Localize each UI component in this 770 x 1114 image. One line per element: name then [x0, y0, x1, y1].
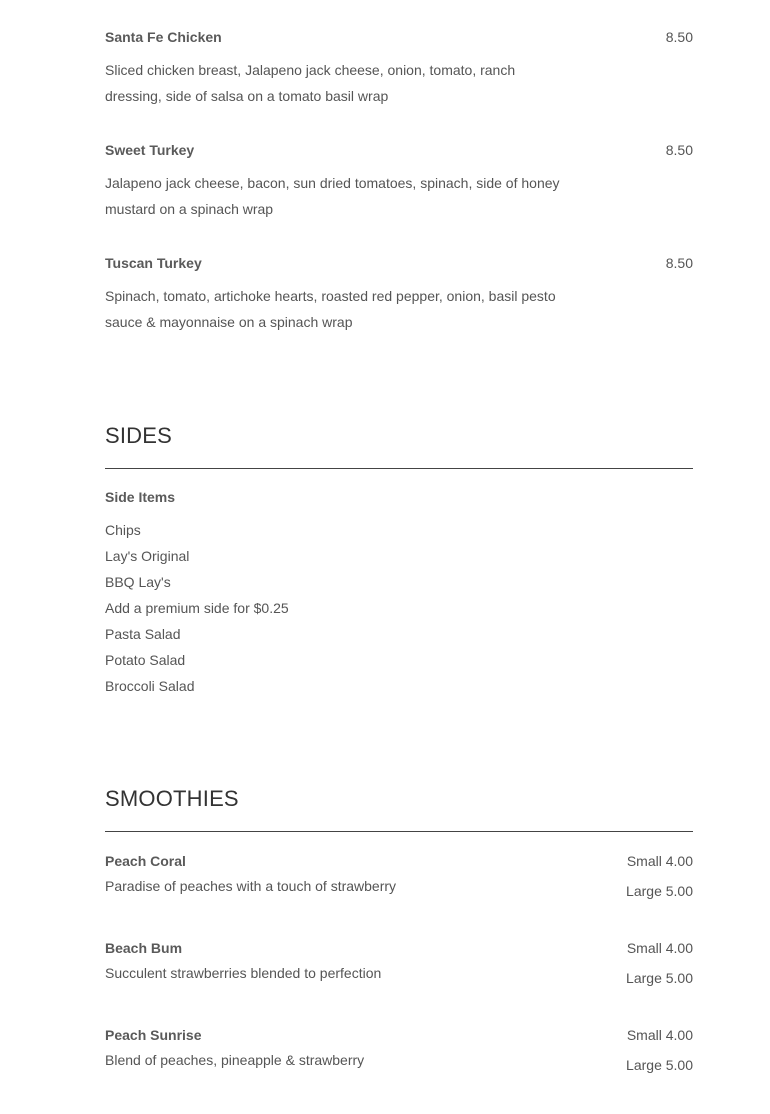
menu-item-price-large: Large 5.00 [626, 883, 693, 899]
section-divider [105, 831, 693, 832]
menu-item-header [105, 142, 693, 158]
menu-item [105, 29, 693, 109]
list-item: Potato Salad [105, 652, 186, 668]
menu-item-name: Beach Bum [105, 940, 183, 956]
list-item: Add a premium side for $0.25 [105, 600, 289, 616]
menu-item-description: Paradise of peaches with a touch of strawberry [105, 878, 397, 894]
menu-item [105, 142, 693, 222]
menu-item-name: Tuscan Turkey [105, 255, 202, 271]
menu-item-name: Side Items [105, 489, 176, 505]
menu-item-header [105, 255, 693, 271]
menu-item [105, 1027, 693, 1114]
menu-item-price-small: Small 4.00 [626, 1027, 693, 1043]
sides-section [105, 423, 693, 699]
side-items-list [105, 517, 693, 699]
menu-item-description: Blend of peaches, pineapple & strawberry [105, 1052, 365, 1068]
menu-item-name: Peach Coral [105, 853, 186, 869]
section-divider [105, 468, 693, 469]
smoothies-section [105, 786, 693, 1114]
menu-item-price: 8.50 [665, 29, 693, 45]
menu-item-price: 8.50 [665, 255, 693, 271]
menu-item-price-small: Small 4.00 [626, 940, 693, 956]
menu-item-header [105, 29, 693, 45]
menu-item-price: 8.50 [665, 142, 693, 158]
list-item: Chips [105, 522, 141, 538]
menu-item-description: Jalapeno jack cheese, bacon, sun dried tomatoes, spinach, side of honey mustard on a spinach wrap [105, 175, 560, 217]
list-item: Lay's Original [105, 548, 190, 564]
menu-item [105, 853, 693, 940]
list-item: Broccoli Salad [105, 678, 195, 694]
menu-item [105, 255, 693, 335]
menu-item-name: Peach Sunrise [105, 1027, 202, 1043]
list-item: BBQ Lay's [105, 574, 171, 590]
smoothies-list [105, 853, 693, 1114]
menu-item-name: Santa Fe Chicken [105, 29, 222, 45]
list-item: Pasta Salad [105, 626, 181, 642]
menu-item-price-small: Small 4.00 [626, 853, 693, 869]
menu-item-price-large: Large 5.00 [626, 970, 693, 986]
menu-item-description: Sliced chicken breast, Jalapeno jack cheese, onion, tomato, ranch dressing, side of salsa on a tomato basil wrap [105, 62, 516, 104]
menu-item-description: Succulent strawberries blended to perfection [105, 965, 382, 981]
section-title: SMOOTHIES [105, 786, 239, 811]
menu-item-description: Spinach, tomato, artichoke hearts, roasted red pepper, onion, basil pesto sauce & mayonnaise on a spinach wrap [105, 288, 556, 330]
menu-item-price-large: Large 5.00 [626, 1057, 693, 1073]
section-title: SIDES [105, 423, 173, 448]
menu-item [105, 940, 693, 1027]
menu-item-name: Sweet Turkey [105, 142, 195, 158]
